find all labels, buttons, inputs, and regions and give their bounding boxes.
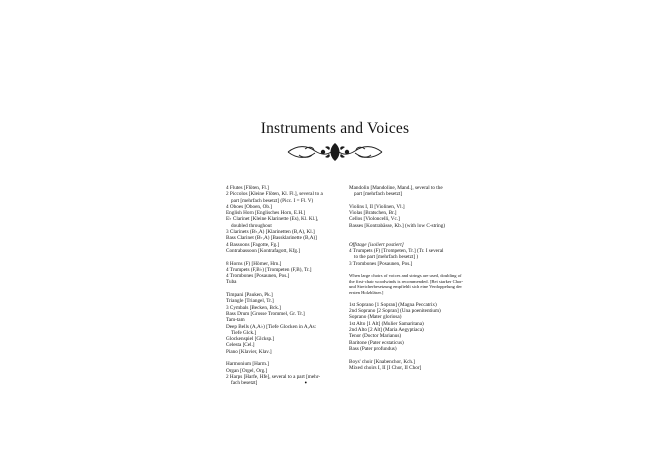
list-item: English Horn [Englisches Horn, E.H.] — [226, 210, 306, 217]
list-item: Boys' choir [Knabenchor, Kch.] — [349, 358, 415, 365]
list-item: 2 Piccolos [Kleine Flöten, Kl. Fl.], several to a — [226, 191, 323, 198]
strings-offstage-list — [349, 185, 464, 273]
list-item: Bass Drum [Grosse Trommel, Gr. Tr.] — [226, 310, 305, 317]
list-item: Tiefe Glck.] — [231, 329, 257, 336]
voices-list — [349, 302, 464, 371]
list-item: 3 Clarinets (B♭,A) [Klarinetten (B,A), Kl.] — [226, 229, 315, 236]
list-item: 4 Flutes [Flöten, Fl.] — [226, 185, 269, 191]
list-item: Bass Clarinet (B♭,A) [Bassklarinette (B,A)] — [226, 235, 317, 242]
page-title: Instruments and Voices — [260, 120, 410, 137]
list-item: Timpani [Pauken, Pk.] — [226, 292, 273, 299]
doubling-note: When large choirs of voices and strings are used, doubling of the first-chair woodwinds is recommended. [Bei starker Chor- und Streicherbesetzung empfiehlt sich eine Verdoppelung der ersten Holzbläser.] — [349, 273, 464, 295]
list-item: Deep Bells (A,A♭) [Tiefe Glocken in A,As: — [226, 323, 317, 330]
list-item: Basses [Kontrabässe, Kb.] (with low C-string) — [349, 222, 446, 229]
list-item: Baritone (Pater ecstaticus) — [349, 339, 404, 346]
list-item: Mixed choirs I, II [I Chor, II Chor] — [349, 364, 422, 371]
list-item: Cellos [Violoncelli, Vc.] — [349, 216, 400, 223]
list-item: part [mehrfach besetzt] (Picc. I = Fl. V) — [231, 197, 314, 204]
list-item: Tam-tam — [226, 317, 245, 324]
list-item: Triangle [Triangel, Tr.] — [226, 298, 274, 305]
list-item: Tuba — [226, 279, 237, 286]
list-item: Violins I, II [Violinen, Vl.] — [349, 203, 405, 210]
list-item: to the part [mehrfach besetzt] ) — [354, 254, 419, 261]
list-item: 4 Trumpets (F,B♭) [Trompeten (F,B), Tr.] — [226, 266, 312, 273]
list-item: Celesta [Cel.] — [226, 342, 255, 349]
list-item: Piano [Klavier, Klav.] — [226, 348, 272, 355]
list-item: Offstage [isoliert postiert] — [349, 241, 404, 248]
ornament-flourish-icon — [285, 140, 385, 164]
list-item: 3 Trombones [Posaunen, Pos.] — [349, 260, 413, 267]
list-item: 2nd Alto [2 Alt] (Maria Aegyptiaca) — [349, 327, 424, 334]
list-item: Soprano (Mater gloriosa) — [349, 314, 402, 321]
list-item: Glockenspiel [Glcksp.] — [226, 336, 275, 343]
list-item: Tenor (Doctor Marianus) — [349, 333, 402, 340]
list-item: part [mehrfach besetzt] — [354, 191, 403, 198]
list-item: 2 Harps [Harfe, Hfe], several to a part [mehr- — [226, 373, 321, 380]
instrument-list-right — [349, 185, 464, 371]
list-item: 2nd Soprano [2 Sopran] (Una poenitentium) — [349, 308, 441, 315]
list-item: doubled throughout — [231, 222, 272, 229]
list-item: E♭ Clarinet [Kleine Klarinette (Es), Kl. Kl.], — [226, 216, 319, 223]
list-item: Contrabassoon [Kontrafagott, Kfg.] — [226, 247, 301, 254]
list-item: 4 Trombones [Posaunen, Pos.] — [226, 273, 290, 280]
list-item: Mandolin [Mandoline, Mand.], several to the — [349, 185, 443, 191]
instrument-list-left — [226, 185, 338, 387]
list-item: 1st Alto [1 Alt] (Mulier Samaritana) — [349, 320, 424, 327]
list-item: 1st Soprano [1 Sopran] (Magna Peccatrix) — [349, 301, 437, 308]
list-item: Organ [Orgel, Org.] — [226, 367, 268, 374]
list-item: fach besetzt] — [231, 380, 258, 387]
list-item: Bass (Pater profundus) — [349, 345, 397, 352]
list-item: Harmonium [Harm.] — [226, 361, 269, 368]
stray-mark: • — [304, 380, 308, 387]
list-item: Violas [Bratschen, Br.] — [349, 210, 397, 217]
list-item: 4 Oboes [Oboen, Ob.] — [226, 203, 272, 210]
list-item: 4 Trumpets (F) [Trompeten, Tr.] (Tr. I several — [349, 247, 444, 254]
list-item: 8 Horns (F) [Hörner, Hrn.] — [226, 260, 282, 267]
list-item: 3 Cymbals [Becken, Bck.] — [226, 304, 281, 311]
list-item: 4 Bassoons [Fagotte, Fg.] — [226, 241, 280, 248]
